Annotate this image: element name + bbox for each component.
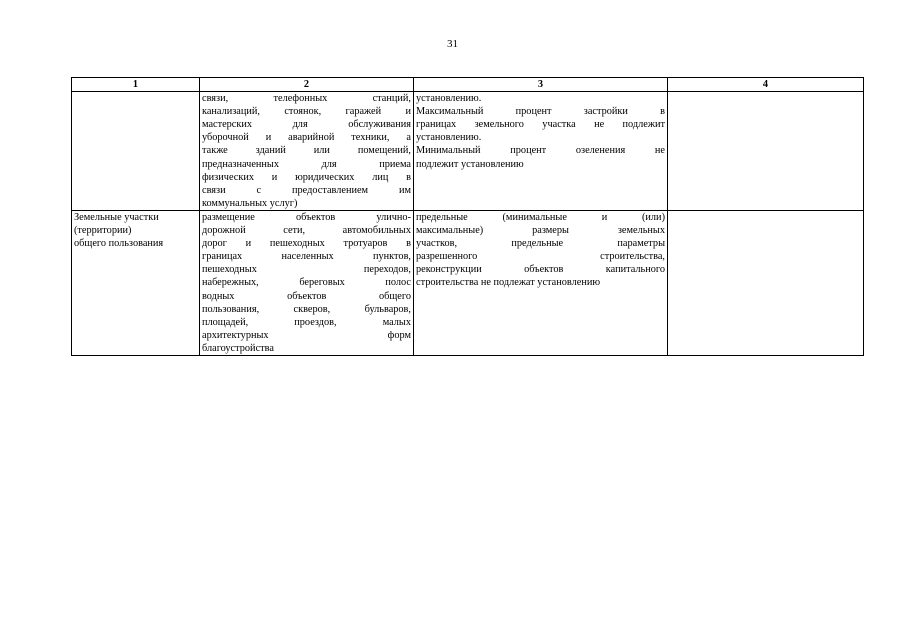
parameters-cell (414, 210, 668, 355)
column-header-2: 2 (200, 78, 414, 92)
column-header-4: 4 (668, 78, 864, 92)
cell-line: физических и юридических лиц в (202, 171, 411, 183)
cell-line: дорог и пешеходных тротуаров в (202, 238, 411, 250)
cell-line: границах населенных пунктов, (202, 251, 411, 263)
cell-line: коммунальных услуг) (202, 197, 298, 209)
cell-line: установлению. (416, 132, 482, 144)
cell-line: канализаций, стоянок, гаражей и (202, 106, 411, 118)
table-body (72, 92, 864, 356)
notes-cell (668, 92, 864, 211)
cell-line: водных объектов общего (202, 290, 411, 302)
table-header-row (72, 78, 864, 92)
cell-line: площадей, проездов, малых (202, 316, 411, 328)
cell-line: Минимальный процент озеленения не (416, 145, 665, 157)
cell-line: подлежит установлению (416, 158, 524, 170)
cell-line: предельные (минимальные и (или) (416, 211, 665, 223)
cell-line: участков, предельные параметры (416, 238, 665, 250)
cell-line: предназначенных для приема (202, 158, 411, 170)
cell-line: разрешенного строительства, (416, 251, 665, 263)
column-header-1: 1 (72, 78, 200, 92)
page-number: 31 (447, 38, 458, 50)
permitted-use-cell (200, 210, 414, 355)
cell-line: размещение объектов улично- (202, 211, 411, 223)
cell-line: пользования, скверов, бульваров, (202, 303, 411, 315)
cell-line: связи, телефонных станций, (202, 93, 411, 105)
zone-name-cell (72, 210, 200, 355)
cell-line: строительства не подлежат установлению (416, 277, 601, 289)
cell-line: Максимальный процент застройки в (416, 106, 665, 118)
cell-line: пешеходных переходов, (202, 264, 411, 276)
cell-line: архитектурных форм (202, 329, 411, 341)
permitted-use-cell (200, 92, 414, 211)
cell-line: реконструкции объектов капитального (416, 264, 665, 276)
cell-line: набережных, береговых полос (202, 277, 411, 289)
cell-line: дорожной сети, автомобильных (202, 225, 411, 237)
cell-line: границах земельного участка не подлежит (416, 119, 665, 131)
column-header-3: 3 (414, 78, 668, 92)
zone-name-cell (72, 92, 200, 211)
cell-line: связи с предоставлением им (202, 184, 411, 196)
cell-line: также зданий или помещений, (202, 145, 411, 157)
cell-line: уборочной и аварийной техники, а (202, 132, 411, 144)
cell-line: установлению. (416, 93, 482, 105)
regulations-table (71, 77, 864, 356)
table-row (72, 210, 864, 355)
table-row (72, 92, 864, 211)
parameters-cell (414, 92, 668, 211)
cell-line: благоустройства (202, 342, 274, 354)
notes-cell (668, 210, 864, 355)
zone-name-text: Земельные участки (территории) общего пользования (74, 211, 164, 250)
cell-line: мастерских для обслуживания (202, 119, 411, 131)
cell-line: максимальные) размеры земельных (416, 225, 665, 237)
